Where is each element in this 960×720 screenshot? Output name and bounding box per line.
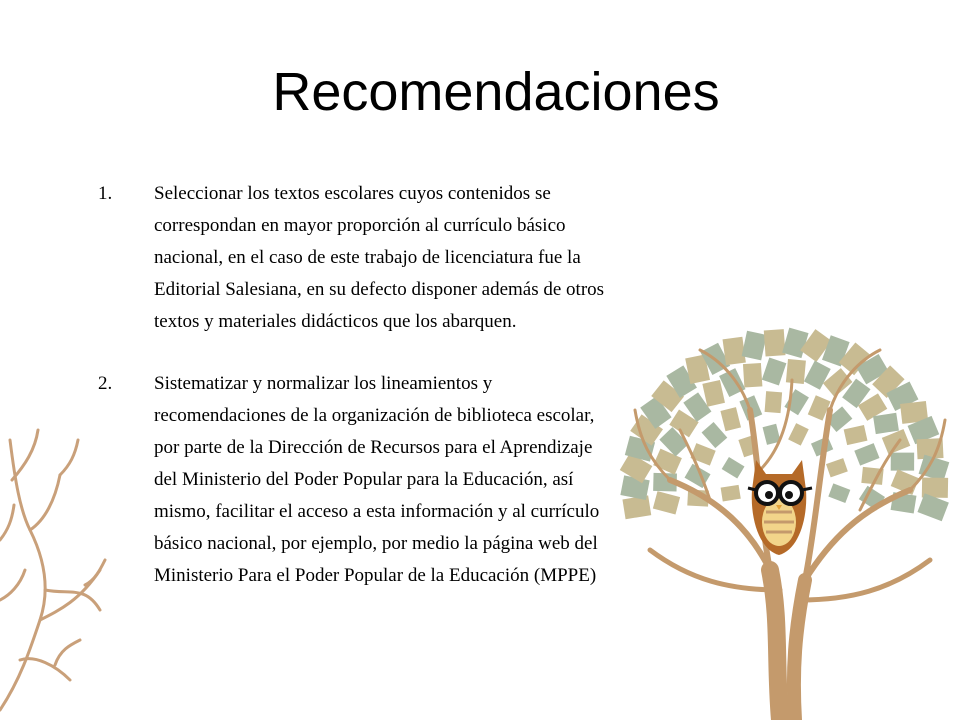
book-leaf (828, 483, 850, 503)
book-leaf (721, 485, 741, 502)
list-item (98, 368, 628, 592)
book-tree-illustration (610, 300, 960, 720)
book-leaf (762, 357, 787, 385)
list-item (98, 178, 628, 338)
book-leaf (782, 328, 808, 358)
book-leaf (702, 380, 725, 407)
book-leaf (882, 429, 910, 455)
slide-title: Recomendaciones (272, 62, 720, 122)
book-leaf (826, 458, 848, 477)
book-leaf (765, 391, 783, 413)
book-leaf (891, 453, 914, 471)
list-item-text: Seleccionar los textos escolares cuyos contenidos se correspondan en mayor proporción al currículo básico nacional, en el caso de este trabajo de licenciatura fue la Editorial Salesiana, en su defecto disponer además de otros textos y materiales didácticos que los abarquen. (154, 183, 605, 332)
book-leaf (653, 491, 680, 514)
list-item-number: 1. (98, 183, 113, 204)
book-leaf (873, 413, 899, 434)
book-leaf (723, 337, 746, 365)
book-leaf (844, 425, 868, 445)
book-leaf (720, 407, 741, 431)
book-leaf (743, 363, 762, 387)
book-leaf (854, 443, 879, 466)
book-leaf (788, 423, 809, 446)
recommendations-list (98, 178, 628, 622)
owl-icon (748, 460, 812, 555)
book-leaf (722, 457, 745, 478)
book-leaf (702, 422, 728, 448)
book-leaf (742, 331, 767, 361)
list-item-text: Sistematizar y normalizar los lineamientos y recomendaciones de la organización de biblioteca escolar, por parte de la Dirección de Recursos para el Aprendizaje del Ministerio del Poder Popular para la Educación, así mismo, facilitar el acceso a esta información y al currículo básico nacional, por ejemplo, por medio la página web del Ministerio Para el Poder Popular de la Educación (MPPE) (154, 373, 600, 586)
list-item-number: 2. (98, 373, 113, 394)
bare-branch-decoration (0, 420, 110, 720)
book-leaf (786, 359, 806, 384)
